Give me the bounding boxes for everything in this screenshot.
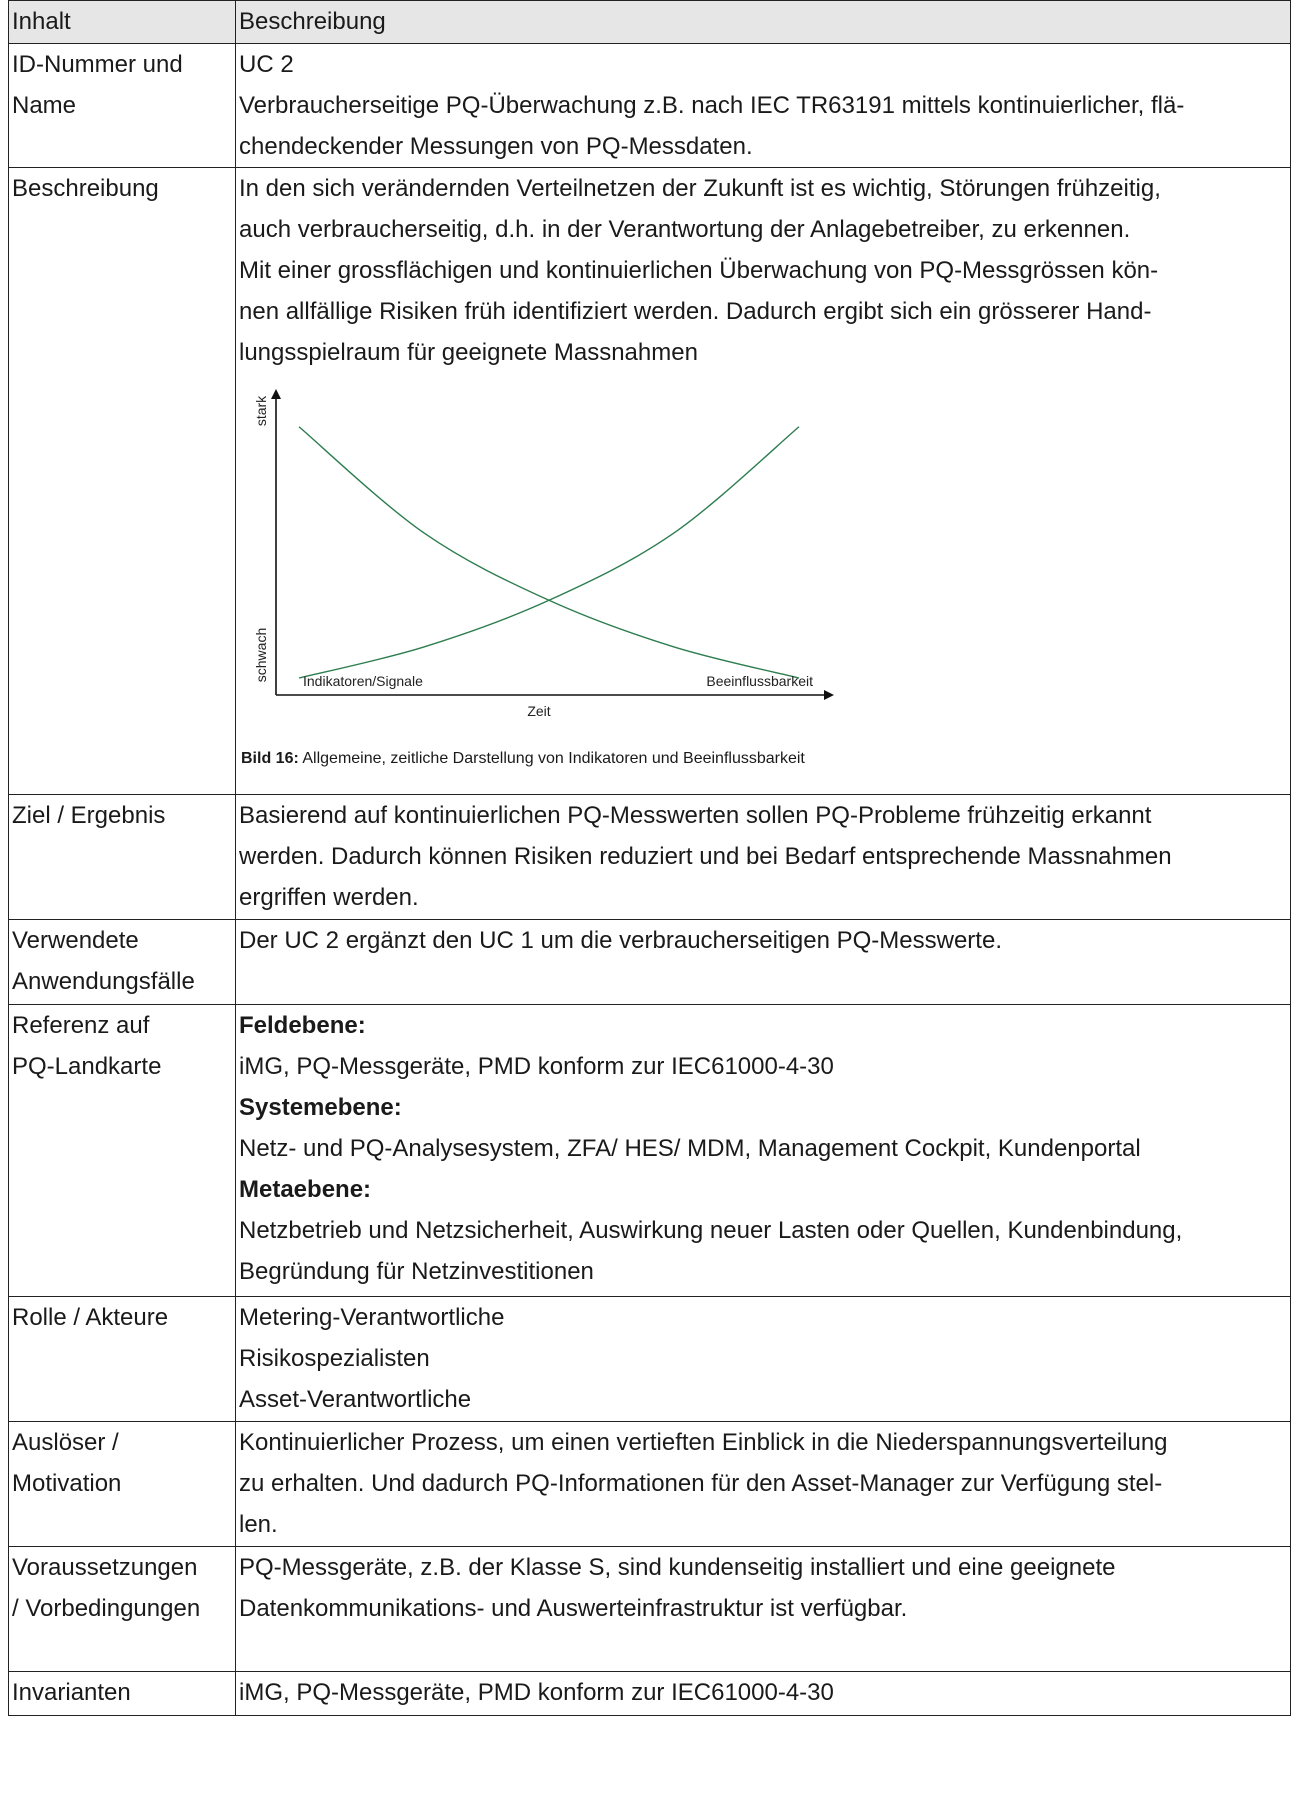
x-axis-label: Zeit xyxy=(527,703,551,719)
text-line: nen allfällige Risiken früh identifiziert werden. Dadurch ergibt sich ein grösserer Hand- xyxy=(239,298,1152,325)
value-beschreibung xyxy=(236,168,1291,795)
row-ausloeser xyxy=(9,1422,1291,1547)
label-line: ID-Nummer und xyxy=(12,51,183,78)
value-invarianten xyxy=(236,1672,1291,1716)
label-rolle: Rolle / Akteure xyxy=(9,1297,236,1422)
series-line-indikatoren xyxy=(299,427,799,678)
heading-metaebene: Metaebene: xyxy=(239,1176,372,1203)
caption-text: Allgemeine, zeitliche Darstellung von Indikatoren und Beeinflussbarkeit xyxy=(298,750,805,767)
row-beschreibung xyxy=(9,168,1291,795)
series-line-beeinflussbarkeit xyxy=(299,427,799,678)
value-ziel xyxy=(236,795,1291,920)
value-referenz xyxy=(236,1005,1291,1297)
label-line: / Vorbedingungen xyxy=(12,1595,201,1622)
text-line: ergriffen werden. xyxy=(239,884,419,911)
text-line: Begründung für Netzinvestitionen xyxy=(239,1258,594,1285)
label-beschreibung: Beschreibung xyxy=(9,168,236,795)
heading-systemebene: Systemebene: xyxy=(239,1094,402,1121)
caption-number: Bild 16: xyxy=(241,750,299,767)
value-ausloeser xyxy=(236,1422,1291,1547)
text-line: Netzbetrieb und Netzsicherheit, Auswirkung neuer Lasten oder Quellen, Kundenbindung, xyxy=(239,1217,1183,1244)
row-referenz xyxy=(9,1005,1291,1297)
text-line: Der UC 2 ergänzt den UC 1 um die verbraucherseitigen PQ-Messwerte. xyxy=(239,927,1002,954)
y-axis-arrow xyxy=(271,389,281,399)
text-line: chendeckender Messungen von PQ-Messdaten. xyxy=(239,133,753,160)
label-id-name xyxy=(9,44,236,168)
text-line: iMG, PQ-Messgeräte, PMD konform zur IEC61000-4-30 xyxy=(239,1679,834,1706)
text-line: len. xyxy=(239,1511,278,1538)
label-line: Anwendungsfälle xyxy=(12,968,195,995)
chart-axes xyxy=(271,389,834,700)
text-line: auch verbraucherseitig, d.h. in der Verantwortung der Anlagebetreiber, zu erkennen. xyxy=(239,216,1131,243)
row-id-name xyxy=(9,44,1291,168)
text-line: In den sich verändernden Verteilnetzen der Zukunft ist es wichtig, Störungen frühzeitig, xyxy=(239,175,1161,202)
row-voraussetzungen xyxy=(9,1547,1291,1672)
text-line: UC 2 xyxy=(239,51,294,78)
row-rolle xyxy=(9,1297,1291,1422)
chart-labels xyxy=(253,395,813,719)
value-id-name xyxy=(236,44,1291,168)
text-line: Datenkommunikations- und Auswerteinfrastruktur ist verfügbar. xyxy=(239,1595,908,1622)
value-rolle xyxy=(236,1297,1291,1422)
label-line: Voraussetzungen xyxy=(12,1554,198,1581)
text-line: Verbraucherseitige PQ-Überwachung z.B. nach IEC TR63191 mittels kontinuierlicher, flä- xyxy=(239,92,1185,119)
label-line: Verwendete xyxy=(12,927,139,954)
figure-caption xyxy=(241,749,805,769)
label-line: Motivation xyxy=(12,1470,122,1497)
text-line: Risikospezialisten xyxy=(239,1345,430,1372)
row-invarianten xyxy=(9,1672,1291,1716)
label-verwendete xyxy=(9,920,236,1005)
series-label-beeinflussbarkeit: Beeinflussbarkeit xyxy=(706,673,813,689)
series-label-indikatoren: Indikatoren/Signale xyxy=(303,673,423,689)
text-line: iMG, PQ-Messgeräte, PMD konform zur IEC61000-4-30 xyxy=(239,1053,834,1080)
text-line: Asset-Verantwortliche xyxy=(239,1386,472,1413)
text-line: zu erhalten. Und dadurch PQ-Informationen für den Asset-Manager zur Verfügung stel- xyxy=(239,1470,1163,1497)
figure-bild-16 xyxy=(239,373,1286,769)
label-line: Referenz auf xyxy=(12,1012,150,1039)
y-axis-label-bottom: schwach xyxy=(253,627,269,683)
text-line: lungsspielraum für geeignete Massnahmen xyxy=(239,339,698,366)
label-line: Auslöser / xyxy=(12,1429,119,1456)
header-beschreibung: Beschreibung xyxy=(236,1,1291,44)
label-referenz xyxy=(9,1005,236,1297)
text-line: werden. Dadurch können Risiken reduziert und bei Bedarf entsprechende Massnahmen xyxy=(239,843,1172,870)
row-verwendete xyxy=(9,920,1291,1005)
heading-feldebene: Feldebene: xyxy=(239,1012,366,1039)
text-line: PQ-Messgeräte, z.B. der Klasse S, sind kundenseitig installiert und eine geeignete xyxy=(239,1554,1116,1581)
label-ausloeser xyxy=(9,1422,236,1547)
value-verwendete xyxy=(236,920,1291,1005)
label-voraussetzungen xyxy=(9,1547,236,1672)
label-line: PQ-Landkarte xyxy=(12,1053,162,1080)
indicator-chart xyxy=(239,373,859,743)
x-axis-arrow xyxy=(824,690,834,700)
text-line: Kontinuierlicher Prozess, um einen vertieften Einblick in die Niederspannungsverteilung xyxy=(239,1429,1168,1456)
text-line: Basierend auf kontinuierlichen PQ-Messwerten sollen PQ-Probleme frühzeitig erkannt xyxy=(239,802,1152,829)
label-invarianten: Invarianten xyxy=(9,1672,236,1716)
label-ziel: Ziel / Ergebnis xyxy=(9,795,236,920)
text-line: Mit einer grossflächigen und kontinuierlichen Überwachung von PQ-Messgrössen kön- xyxy=(239,257,1159,284)
table-header-row xyxy=(9,1,1291,44)
label-line: Name xyxy=(12,92,77,119)
row-ziel xyxy=(9,795,1291,920)
text-line: Metering-Verantwortliche xyxy=(239,1304,505,1331)
chart-curves xyxy=(299,427,799,678)
value-voraussetzungen xyxy=(236,1547,1291,1672)
y-axis-label-top: stark xyxy=(253,395,269,427)
use-case-table xyxy=(8,0,1291,1716)
text-line: Netz- und PQ-Analysesystem, ZFA/ HES/ MDM, Management Cockpit, Kundenportal xyxy=(239,1135,1141,1162)
header-inhalt: Inhalt xyxy=(9,1,236,44)
